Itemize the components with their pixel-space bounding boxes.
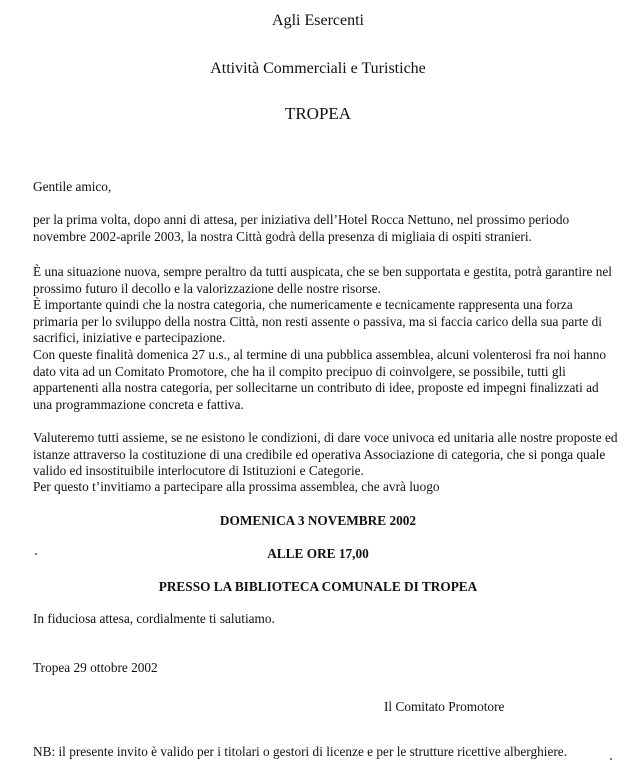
scan-speck [610,758,612,760]
paragraph-situation: È una situazione nuova, sempre peraltro da tutti auspicata, che se ben supportata e gestita, potrà garantire nel prossimo futuro il decollo e la valorizzazione delle nostre risorse. [33,264,612,296]
addressee-line: Agli Esercenti [272,12,364,29]
paragraph-intro: per la prima volta, dopo anni di attesa, per iniziativa dell’Hotel Rocca Nettuno, nel prossimo periodo novembre 2002-aprile 2003, la nostra Città godrà della presenza di migliaia di ospiti stranieri. [33,212,570,244]
closing-greeting: In fiduciosa attesa, cordialmente ti salutiamo. [33,611,275,626]
addressee-city: TROPEA [284,104,352,123]
scan-speck [35,553,37,555]
addressee-category: Attività Commerciali e Turistiche [210,60,426,77]
event-place: PRESSO LA BIBLIOTECA COMUNALE DI TROPEA [158,579,478,594]
event-date: DOMENICA 3 NOVEMBRE 2002 [219,513,417,528]
place-date: Tropea 29 ottobre 2002 [33,660,158,675]
paragraph-invitation: Per questo t’invitiamo a partecipare alla prossima assemblea, che avrà luogo [33,479,440,494]
footnote-nb: NB: il presente invito è valido per i titolari o gestori di licenze e per le strutture ricettive alberghiere. [33,744,568,759]
paragraph-committee: Con queste finalità domenica 27 u.s., al termine di una pubblica assemblea, alcuni volenterosi fra noi hanno dato vita ad un Comitato Promotore, che ha il compito precipuo di coinvolgere, se possibile, tutti gli appartenenti alla nostra categoria, per sollecitarne un contributo di idee, proposte ed impegni finalizzati ad una programmazione concreta e fattiva. [33,347,607,412]
salutation: Gentile amico, [33,179,112,194]
paragraph-association: Valuteremo tutti assieme, se ne esistono le condizioni, di dare voce univoca ed unitaria alle nostre proposte ed istanze attraverso la costituzione di una credibile ed operativa Associazione di categoria, che si ponga quale valido ed insostituibile interlocutore di Istituzioni e Categorie. [33,430,618,479]
signature: Il Comitato Promotore [384,699,505,714]
event-time: ALLE ORE 17,00 [267,546,369,561]
paragraph-importance: È importante quindi che la nostra categoria, che numericamente e tecnicamente rappresenta una forza primaria per lo sviluppo della nostra Città, non resti assente o passiva, ma si faccia carico della sua parte di sacrifici, iniziative e partecipazione. [33,297,602,346]
